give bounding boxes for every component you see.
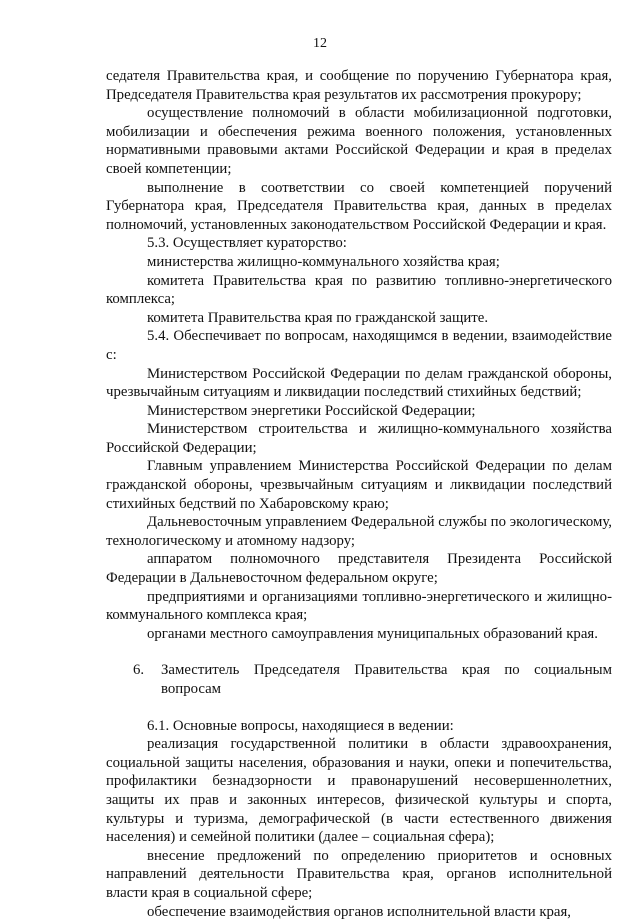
clause-heading: 5.4. Обеспечивает по вопросам, находящимся в ведении, взаимодействие с: — [106, 328, 612, 363]
list-item: Министерством энергетики Российской Федерации; — [147, 402, 476, 419]
list-item: министерства жилищно-коммунального хозяйства края; — [147, 253, 500, 270]
list-item: предприятиями и организациями топливно-энергетического и жилищно-коммунального комплекса края; — [106, 588, 612, 624]
paragraph: обеспечение взаимодействия органов исполнительной власти края, — [147, 903, 572, 920]
page-number: 12 — [313, 36, 327, 51]
document-body — [106, 67, 612, 921]
paragraph: осуществление полномочий в области мобилизационной подготовки, мобилизации и обеспечения режима военного положения, установленных нормативными правовыми актами Российской Федерации и края в пределах своей компетенции; — [106, 105, 612, 177]
list-item: Министерством Российской Федерации по делам гражданской обороны, чрезвычайным ситуациям и ликвидации последствий стихийных бедствий; — [106, 365, 612, 401]
section-title: Заместитель Председателя Правительства края по социальным вопросам — [161, 662, 612, 697]
list-item: Главным управлением Министерства Российской Федерации по делам гражданской обороны, чрезвычайным ситуациям и ликвидации последствий стихийных бедствий по Хабаровскому краю; — [106, 458, 612, 512]
clause-heading: 6.1. Основные вопросы, находящиеся в ведении: — [147, 717, 454, 734]
paragraph: реализация государственной политики в области здравоохранения, социальной защиты населения, образования и науки, опеки и попечительства, профилактики безнадзорности и правонарушений несовершеннолетних, защиты их прав и законных интересов, физической культуры и спорта, культуры и туризма, демографической (в части естественного движения населения) и семейной политики (далее – социальная сфера); — [106, 736, 612, 846]
section-heading — [106, 661, 612, 698]
section-number: 6. — [133, 662, 145, 679]
paragraph: выполнение в соответствии со своей компетенцией поручений Губернатора края, Председателя Правительства края, данных в пределах полномочий, установленных законодательством Российской Федерации и края. — [106, 179, 612, 233]
paragraph: внесение предложений по определению приоритетов и основных направлений деятельности Правительства края, органов исполнительной власти края в социальной сфере; — [106, 847, 612, 901]
list-item: Министерством строительства и жилищно-коммунального хозяйства Российской Федерации; — [106, 421, 612, 456]
list-item: комитета Правительства края по развитию топливно-энергетического комплекса; — [106, 272, 612, 308]
list-item: комитета Правительства края по гражданской защите. — [147, 309, 489, 326]
paragraph: седателя Правительства края, и сообщение по поручению Губернатора края, Председателя Правительства края результатов их рассмотрения прокурору; — [106, 68, 612, 103]
list-item: аппаратом полномочного представителя Президента Российской Федерации в Дальневосточном федеральном округе; — [106, 551, 612, 587]
list-item: Дальневосточным управлением Федеральной службы по экологическому, технологическому и атомному надзору; — [106, 514, 612, 549]
clause-heading: 5.3. Осуществляет кураторство: — [147, 235, 347, 252]
list-item: органами местного самоуправления муниципальных образований края. — [147, 625, 598, 642]
